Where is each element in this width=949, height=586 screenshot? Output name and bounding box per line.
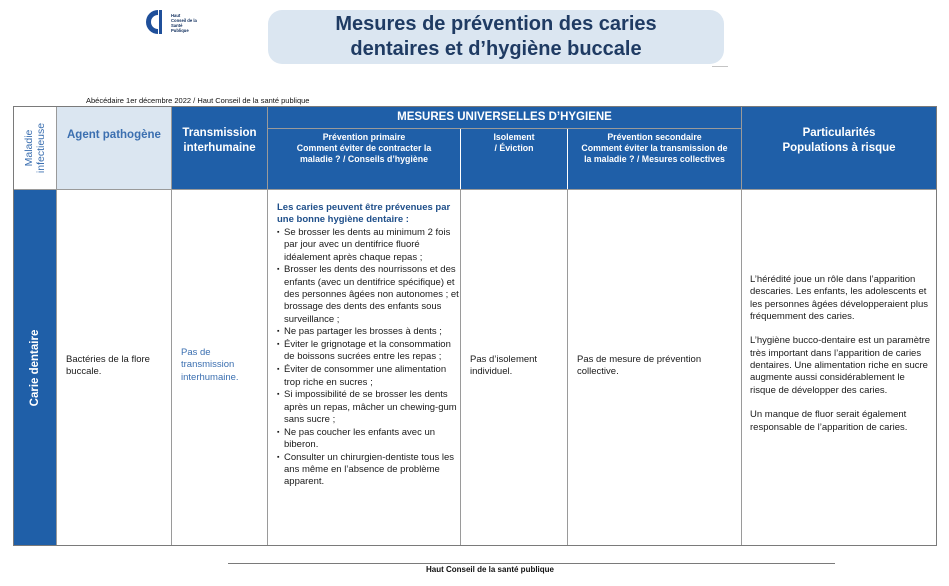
header-maladie: Maladie infectieuse bbox=[14, 107, 57, 189]
header-mesures-universelles: MESURES UNIVERSELLES D’HYGIENE bbox=[268, 107, 742, 129]
logo-text: Haut Conseil de la Santé Publique bbox=[171, 13, 197, 33]
list-item: ▪ Consulter un chirurgien-dentiste tous les ans même en l’absence de problème apparent. bbox=[277, 452, 459, 489]
list-item: ▪ Ne pas partager les brosses à dents ; bbox=[277, 326, 459, 338]
page-title-banner bbox=[268, 10, 724, 64]
cell-particularites bbox=[742, 189, 936, 545]
list-item: ▪ Se brosser les dents au minimum 2 fois par jour avec un dentifrice fluoré idéalement après chaque repas ; bbox=[277, 227, 459, 264]
hcsp-logo-mark-icon bbox=[142, 8, 168, 36]
list-item: ▪ Brosser les dents des nourrissons et des enfants (avec un dentifrice spécifique) et des personnes âgées non autonomes ; et brossage des dents des enfants sous surveillance ; bbox=[277, 264, 459, 325]
header-isolement: Isolement / Éviction bbox=[461, 129, 568, 189]
particularites-paragraph: L’hérédité joue un rôle dans l’apparition descaries. Les enfants, les adolescents et les personnes âgées développeraient plus fréquemment des caries. bbox=[750, 274, 928, 322]
list-item: ▪ Éviter le grignotage et la consommation de boissons sucrées entre les repas ; bbox=[277, 339, 459, 364]
header-prevention-secondaire: Prévention secondaire Comment éviter la transmission de la maladie ? / Mesures collectives bbox=[568, 129, 742, 189]
particularites-paragraph: Un manque de fluor serait également responsable de l’apparition de caries. bbox=[750, 409, 908, 433]
header-prevention-primaire: Prévention primaire Comment éviter de contracter la maladie ? / Conseils d’hygiène bbox=[268, 129, 461, 189]
footer-text: Haut Conseil de la santé publique bbox=[425, 565, 555, 574]
cell-agent: Bactéries de la flore buccale. bbox=[57, 189, 172, 545]
prevention-list bbox=[277, 227, 459, 489]
hcsp-logo bbox=[142, 8, 202, 38]
particularites-paragraph: L’hygiène bucco-dentaire est un paramètre très important dans l’apparition de caries dentaires. Une alimentation riche en sucre augmente aussi considérablement le risque de développer des caries. bbox=[750, 335, 931, 396]
row-label-carie-dentaire: Carie dentaire bbox=[14, 189, 57, 545]
cell-prevention-secondaire: Pas de mesure de prévention collective. bbox=[568, 189, 742, 545]
divider bbox=[712, 66, 728, 67]
list-item: ▪ Éviter de consommer une alimentation trop riche en sucres ; bbox=[277, 364, 459, 389]
page-title: Mesures de prévention des caries dentaires et d’hygiène buccale bbox=[335, 13, 657, 60]
list-item: ▪ Si impossibilité de se brosser les dents après un repas, mâcher un chewing-gum sans sucre ; bbox=[277, 389, 459, 426]
list-item: ▪ Ne pas coucher les enfants avec un biberon. bbox=[277, 427, 459, 452]
source-caption: Abécédaire 1er décembre 2022 / Haut Conseil de la santé publique bbox=[86, 96, 310, 105]
footer-divider bbox=[228, 563, 835, 564]
header-transmission: Transmission interhumaine bbox=[172, 107, 268, 189]
cell-transmission: Pas de transmission interhumaine. bbox=[172, 189, 268, 545]
header-particularites: Particularités Populations à risque bbox=[742, 107, 936, 189]
cell-prevention-primaire bbox=[268, 189, 461, 545]
prevention-intro: Les caries peuvent être prévenues par une bonne hygiène dentaire : bbox=[277, 202, 451, 226]
cell-isolement: Pas d’isolement individuel. bbox=[461, 189, 568, 545]
header-agent: Agent pathogène bbox=[57, 107, 172, 189]
